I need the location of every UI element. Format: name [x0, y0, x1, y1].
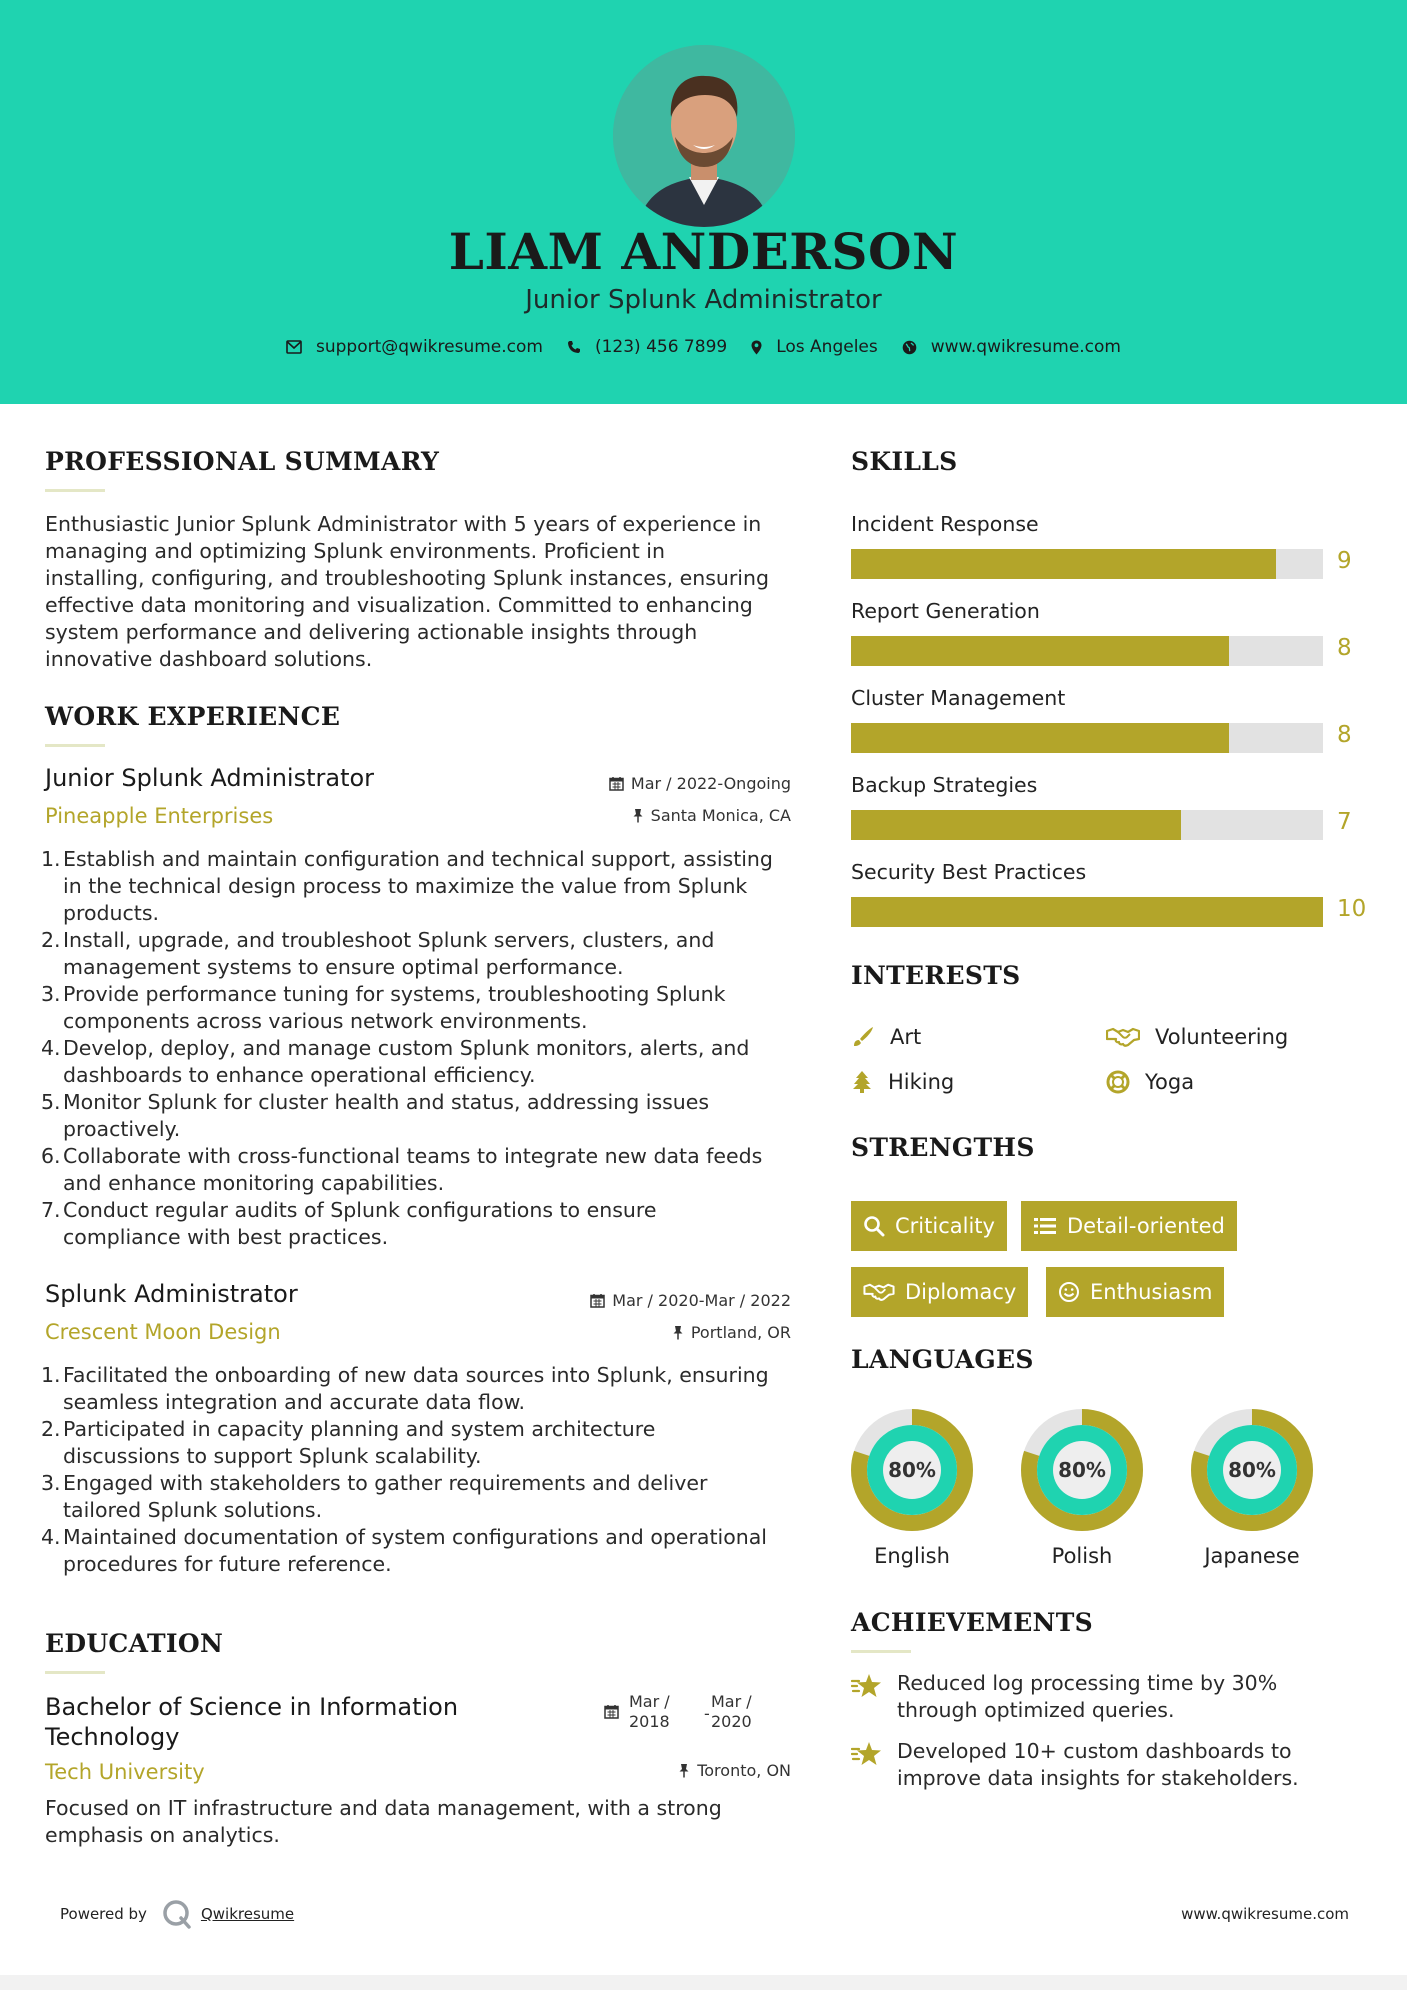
education-desc-line: Focused on IT infrastructure and data management, with a strong: [45, 1796, 722, 1820]
school-name: Tech University: [45, 1760, 205, 1784]
summary-line: managing and optimizing Splunk environments. Proficient in: [45, 539, 665, 563]
education-desc-line: emphasis on analytics.: [45, 1823, 280, 1847]
skill-bar-track: [851, 810, 1323, 840]
experience-underline: [45, 744, 105, 747]
list-item: 3. Engaged with stakeholders to gather requirements and deliver tailored Splunk solutions.: [41, 1471, 708, 1522]
strengths-heading: STRENGTHS: [851, 1133, 1035, 1162]
list-item: 3. Provide performance tuning for systems, troubleshooting Splunk components across various network environments.: [41, 982, 726, 1033]
language-label: Polish: [1051, 1544, 1113, 1568]
date-separator: -: [704, 1704, 710, 1723]
skill-value: 9: [1337, 548, 1352, 574]
list-item: 5. Monitor Splunk for cluster health and status, addressing issues proactively.: [41, 1090, 710, 1141]
interest-label: Hiking: [888, 1070, 955, 1094]
summary-line: system performance and delivering actionable insights through: [45, 620, 698, 644]
education-underline: [45, 1671, 105, 1674]
strength-label: Criticality: [895, 1214, 995, 1238]
interest-label: Art: [890, 1025, 922, 1049]
job-dates: [500, 774, 791, 793]
contact-phone-text: (123) 456 7899: [594, 337, 728, 357]
languages-heading: LANGUAGES: [851, 1345, 1034, 1374]
summary-text: [45, 511, 805, 673]
interest-label: Volunteering: [1155, 1025, 1289, 1049]
achievement-line: through optimized queries.: [897, 1698, 1175, 1722]
star-icon: [851, 1672, 883, 1700]
skill-bar-track: [851, 549, 1323, 579]
page-bottom-strip: [0, 1975, 1407, 1990]
contact-website-text: www.qwikresume.com: [930, 337, 1121, 357]
summary-line: innovative dashboard solutions.: [45, 647, 373, 671]
pin-icon: [672, 1325, 684, 1340]
list-item: 4. Maintained documentation of system configurations and operational procedures for future reference.: [41, 1525, 767, 1576]
strength-tag: [1021, 1201, 1237, 1251]
list-item: 4. Develop, deploy, and manage custom Splunk monitors, alerts, and dashboards to enhance operational efficiency.: [41, 1036, 750, 1087]
search-icon: [863, 1215, 885, 1237]
skills-heading: SKILLS: [851, 447, 958, 476]
skill-bar-fill: [851, 636, 1229, 666]
list-item: 2. Install, upgrade, and troubleshoot Splunk servers, clusters, and management systems to ensure optimal performance.: [41, 928, 715, 979]
achievement-line: improve data insights for stakeholders.: [897, 1766, 1299, 1790]
job-dates: [500, 1291, 791, 1310]
date-end-month: Mar /: [711, 1692, 752, 1711]
achievements-heading: ACHIEVEMENTS: [851, 1608, 1093, 1637]
interest-label: Yoga: [1145, 1070, 1195, 1094]
contact-email-text: support@qwikresume.com: [316, 337, 543, 357]
skill-value: 8: [1337, 722, 1352, 748]
degree-title: [45, 1692, 458, 1752]
avatar: [613, 45, 795, 227]
summary-underline: [45, 489, 105, 492]
lifebuoy-icon: [1106, 1070, 1130, 1094]
skill-value: 7: [1337, 809, 1352, 835]
contact-bar: [0, 337, 1407, 357]
education-location-text: Toronto, ON: [697, 1761, 791, 1780]
skill-bar-fill: [851, 723, 1229, 753]
skill-label: Cluster Management: [851, 686, 1066, 710]
achievements-underline: [851, 1650, 911, 1653]
language-label: English: [874, 1544, 950, 1568]
degree-line: Bachelor of Science in Information: [45, 1693, 459, 1721]
globe-icon: [902, 340, 917, 355]
contact-location: [751, 337, 878, 357]
calendar-icon: [604, 1704, 619, 1719]
skill-value: 8: [1337, 635, 1352, 661]
list-icon: [1033, 1216, 1057, 1236]
strength-label: Enthusiasm: [1090, 1280, 1213, 1304]
language-percent: 80%: [888, 1458, 936, 1482]
list-item: 6. Collaborate with cross-functional teams to integrate new data feeds and enhance monitoring capabilities.: [41, 1144, 763, 1195]
list-item: 1. Establish and maintain configuration and technical support, assisting in the technical design process to maximize the value from Splunk products.: [41, 847, 773, 925]
skill-bar-fill: [851, 810, 1181, 840]
interest-item: [1106, 1025, 1288, 1049]
skill-bar-fill: [851, 549, 1276, 579]
list-item: 1. Facilitated the onboarding of new data sources into Splunk, ensuring seamless integration and accurate data flow.: [41, 1363, 769, 1414]
strength-label: Diplomacy: [905, 1280, 1017, 1304]
skill-value: 10: [1337, 896, 1367, 922]
calendar-icon: [590, 1293, 605, 1308]
footer-powered-by: [60, 1898, 294, 1930]
summary-line: Enthusiastic Junior Splunk Administrator with 5 years of experience in: [45, 512, 762, 536]
interest-item: [851, 1025, 921, 1049]
summary-line: effective data monitoring and visualization. Committed to enhancing: [45, 593, 753, 617]
experience-heading: WORK EXPERIENCE: [45, 702, 341, 731]
job-location: [500, 1323, 791, 1342]
qwikresume-link[interactable]: Qwikresume: [200, 1905, 295, 1923]
list-item: 7. Conduct regular audits of Splunk configurations to ensure compliance with best practices.: [41, 1198, 657, 1249]
language-ring: [1191, 1409, 1313, 1531]
job-dates-text: Mar / 2020-Mar / 2022: [612, 1291, 791, 1310]
job-title: Junior Splunk Administrator: [45, 764, 375, 792]
education-heading: EDUCATION: [45, 1629, 224, 1658]
date-start-month: Mar /: [629, 1692, 670, 1711]
contact-email[interactable]: [286, 337, 543, 357]
date-end-year: 2020: [711, 1712, 752, 1731]
qwikresume-logo-icon: [161, 1898, 193, 1930]
footer-url[interactable]: www.qwikresume.com: [1181, 1905, 1349, 1923]
summary-line: installing, configuring, and troubleshooting Splunk instances, ensuring: [45, 566, 770, 590]
contact-website[interactable]: [902, 337, 1121, 357]
envelope-icon: [286, 340, 302, 354]
strength-label: Detail-oriented: [1067, 1214, 1225, 1238]
skill-label: Report Generation: [851, 599, 1040, 623]
star-icon: [851, 1740, 883, 1768]
education-dates: [604, 1692, 804, 1736]
phone-icon: [567, 340, 581, 354]
strength-tag: [1046, 1267, 1224, 1317]
language-percent: 80%: [1228, 1458, 1276, 1482]
achievement-item: [851, 1738, 1299, 1792]
job-duties: [41, 846, 805, 1251]
job-company: Pineapple Enterprises: [45, 804, 274, 828]
job-title: Splunk Administrator: [45, 1280, 298, 1308]
strength-tag: [851, 1267, 1028, 1317]
interest-item: [1106, 1070, 1194, 1094]
achievement-line: Developed 10+ custom dashboards to: [897, 1739, 1292, 1763]
pin-icon: [632, 808, 644, 823]
smile-icon: [1058, 1281, 1080, 1303]
pin-icon: [678, 1763, 690, 1778]
language-label: Japanese: [1204, 1544, 1300, 1568]
tree-icon: [851, 1070, 873, 1094]
summary-heading: PROFESSIONAL SUMMARY: [45, 447, 440, 476]
skill-bar-track: [851, 723, 1323, 753]
degree-line: Technology: [45, 1723, 180, 1751]
handshake-icon: [863, 1282, 895, 1302]
skill-label: Backup Strategies: [851, 773, 1038, 797]
language-ring: [1021, 1409, 1143, 1531]
interest-item: [851, 1070, 954, 1094]
candidate-role: Junior Splunk Administrator: [525, 285, 882, 315]
job-location: [500, 806, 791, 825]
contact-phone[interactable]: [567, 337, 727, 357]
education-description: [45, 1795, 805, 1849]
paintbrush-icon: [851, 1025, 875, 1049]
contact-location-text: Los Angeles: [776, 337, 878, 357]
calendar-icon: [609, 776, 624, 791]
achievement-line: Reduced log processing time by 30%: [897, 1671, 1278, 1695]
job-location-text: Portland, OR: [690, 1323, 791, 1342]
location-icon: [751, 340, 762, 355]
job-dates-text: Mar / 2022-Ongoing: [630, 774, 791, 793]
education-location: [500, 1761, 791, 1780]
job-duties: [41, 1362, 805, 1578]
handshake-icon: [1106, 1026, 1140, 1048]
list-item: 2. Participated in capacity planning and system architecture discussions to support Splunk scalability.: [41, 1417, 656, 1468]
skill-label: Incident Response: [851, 512, 1039, 536]
achievement-item: [851, 1670, 1277, 1724]
powered-by-text: Powered by: [60, 1905, 147, 1923]
job-company: Crescent Moon Design: [45, 1320, 281, 1344]
skill-bar-track: [851, 636, 1323, 666]
skill-bar-track: [851, 897, 1323, 927]
language-ring: [851, 1409, 973, 1531]
candidate-name: LIAM ANDERSON: [448, 222, 959, 281]
skill-bar-fill: [851, 897, 1323, 927]
skill-label: Security Best Practices: [851, 860, 1087, 884]
header-banner: [0, 0, 1407, 404]
job-location-text: Santa Monica, CA: [650, 806, 791, 825]
date-start-year: 2018: [629, 1712, 670, 1731]
interests-heading: INTERESTS: [851, 961, 1021, 990]
language-percent: 80%: [1058, 1458, 1106, 1482]
strength-tag: [851, 1201, 1007, 1251]
